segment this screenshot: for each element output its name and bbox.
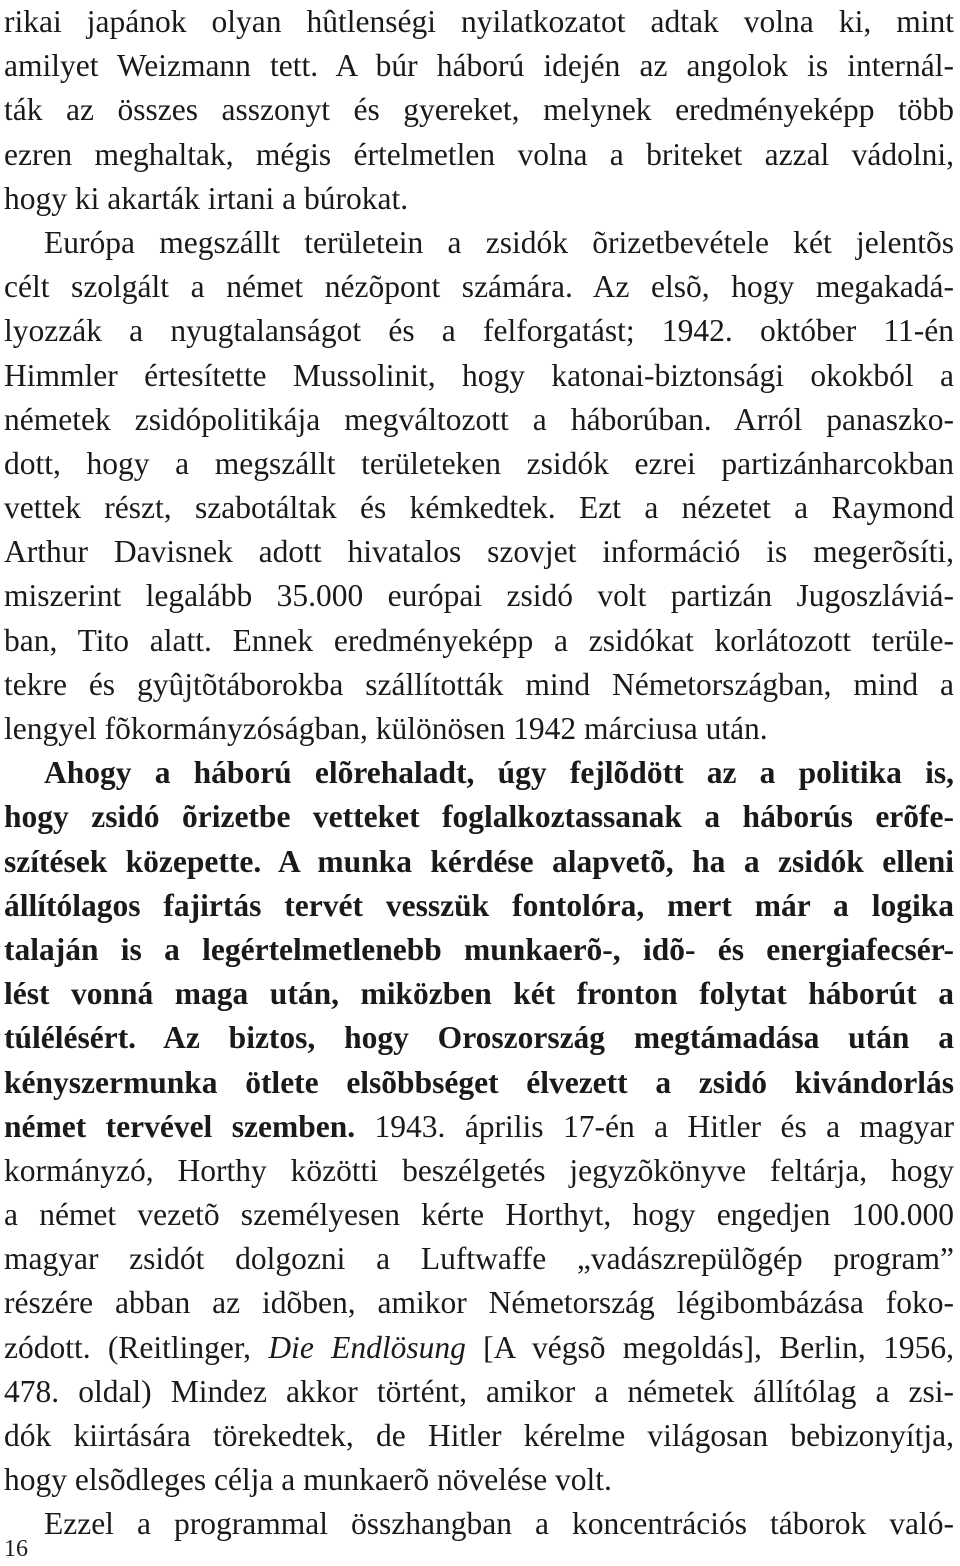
text-line: a német vezetõ személyesen kérte Horthyt, hogy engedjen 100.000: [4, 1197, 954, 1233]
text-line: dók kiirtására törekedtek, de Hitler kérelme világosan bebizonyítja,: [4, 1418, 954, 1453]
bold-text: német tervével szemben.: [4, 1108, 356, 1144]
text-line: hogy ki akarták irtani a búrokat.: [4, 180, 409, 216]
bold-text-line: hogy zsidó õrizetbe vetteket foglalkoztassanak a háborús erõfe-: [4, 799, 954, 835]
bold-text-line: talaján is a legértelmetlenebb munkaerõ-, idõ- és energiafecsér-: [4, 931, 954, 967]
page-body: [4, 0, 954, 1547]
text-line: kormányzó, Horthy közötti beszélgetés jegyzõkönyve feltárja, hogy: [4, 1152, 954, 1188]
text-line: magyar zsidót dolgozni a Luftwaffe „vadászrepülõgép program”: [4, 1241, 954, 1277]
text-line: németek zsidópolitikája megváltozott a háborúban. Arról panaszko-: [4, 401, 954, 437]
text-line: ták az összes asszonyt és gyereket, melynek eredményeképp több: [4, 92, 954, 128]
text-line: hogy elsõdleges célja a munkaerõ növelése volt.: [4, 1462, 612, 1498]
text-line: Ezzel a programmal összhangban a koncentrációs táborok való-: [44, 1506, 954, 1542]
text-line: tekre és gyûjtõtáborokba szállították mind Németországban, mind a: [4, 666, 954, 702]
bold-text-line: kényszermunka ötlete elsõbbséget élvezett a zsidó kivándorlás: [4, 1064, 954, 1100]
text-line: rikai japánok olyan hûtlenségi nyilatkozatot adtak volna ki, mint: [4, 4, 954, 39]
bold-text-line: Ahogy a háború elõrehaladt, úgy fejlõdött az a politika is,: [44, 755, 954, 791]
text-line: ezren meghaltak, mégis értelmetlen volna a briteket azzal vádolni,: [4, 136, 954, 172]
text-line: ban, Tito alatt. Ennek eredményeképp a zsidókat korlátozott terüle-: [4, 622, 954, 658]
bold-text-line: lést vonná maga után, miközben két fronton folytat háborút a: [4, 976, 954, 1012]
text-line: lyozzák a nyugtalanságot és a felforgatást; 1942. október 11-én: [4, 313, 954, 349]
citation-line: [4, 1326, 954, 1370]
text-line: részére abban az idõben, amikor Németország légibombázása foko-: [4, 1285, 954, 1321]
text-line: célt szolgált a német nézõpont számára. Az elsõ, hogy megakadá-: [4, 269, 954, 305]
text-line: 478. oldal) Mindez akkor történt, amikor a németek állítólag a zsi-: [4, 1373, 954, 1409]
text-line: vettek részt, szabotáltak és kémkedtek. Ezt a nézetet a Raymond: [4, 490, 954, 526]
text-span: zódott. (Reitlinger,: [4, 1329, 269, 1365]
text-line: lengyel fõkormányzóságban, különösen 1942 márciusa után.: [4, 711, 768, 746]
text-line: Himmler értesítette Mussolinit, hogy katonai-biztonsági okokból a: [4, 357, 954, 393]
text-line: dott, hogy a megszállt területeken zsidók ezrei partizánharcokban: [4, 445, 954, 481]
bold-text-line: túlélésért. Az biztos, hogy Oroszország megtámadása után a: [4, 1020, 954, 1056]
text-line: Európa megszállt területein a zsidók õrizetbevétele két jelentõs: [44, 224, 954, 260]
text-line: Arthur Davisnek adott hivatalos szovjet információ is megerõsíti,: [4, 534, 954, 570]
bold-text-line: szítések közepette. A munka kérdése alapvetõ, ha a zsidók elleni: [4, 843, 954, 879]
bold-text-line: állítólagos fajirtás tervét vesszük fontolóra, mert már a logika: [4, 887, 954, 923]
book-title: Die Endlösung: [268, 1329, 466, 1365]
page-number: 16: [4, 1536, 28, 1562]
text-span: [A végsõ megoldás], Berlin, 1956,: [465, 1329, 954, 1365]
text-span: 1943. április 17-én a Hitler és a magyar: [355, 1108, 954, 1144]
mixed-text-line: [4, 1105, 954, 1149]
text-line: miszerint legalább 35.000 európai zsidó volt partizán Jugoszláviá-: [4, 578, 954, 614]
text-line: amilyet Weizmann tett. A búr háború idején az angolok is internál-: [4, 48, 954, 84]
